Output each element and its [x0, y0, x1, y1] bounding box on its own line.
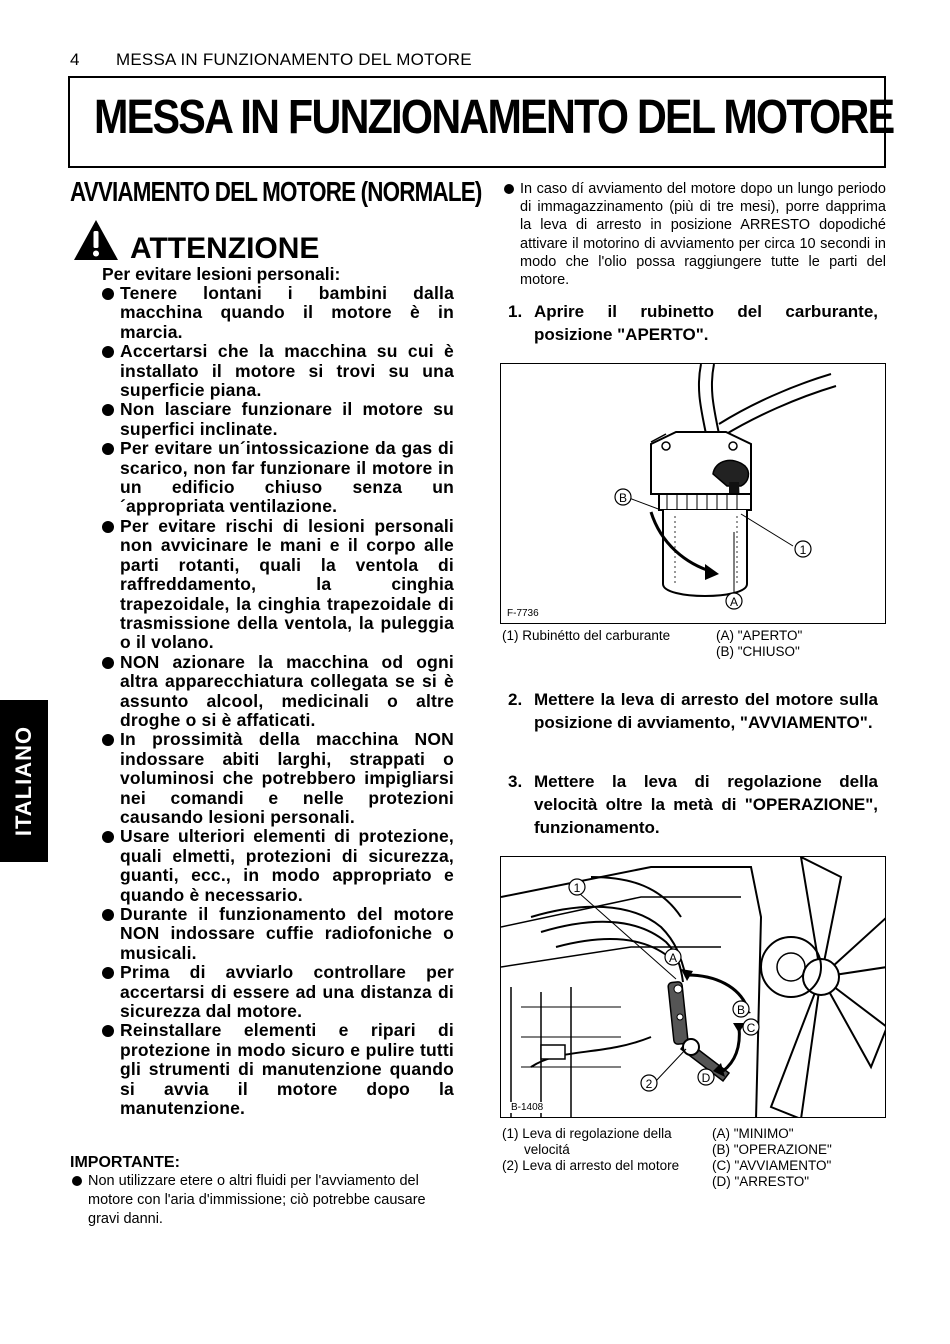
bullet-icon: [102, 443, 114, 455]
warning-icon: [72, 218, 120, 262]
bullet-icon: [102, 734, 114, 746]
warning-item: Durante il funzionamento del motore NON indossare cuffie radiofoniche o musicali.: [102, 905, 454, 963]
figure1-caption-left: (1) Rubinétto del carburante: [502, 628, 671, 643]
section-title: AVVIAMENTO DEL MOTORE (NORMALE): [70, 176, 482, 207]
callout-a: A: [668, 951, 678, 965]
bullet-icon: [102, 831, 114, 843]
bullet-icon: [72, 1176, 82, 1186]
bullet-icon: [102, 909, 114, 921]
bullet-icon: [102, 967, 114, 979]
important-item: Non utilizzare etere o altri fluidi per l'avviamento del motore con l'aria d'immissione; ciò potrebbe causare gravi danni.: [70, 1172, 456, 1229]
warning-item: Usare ulteriori elementi di protezione, quali elmetti, protezioni di sicurezza, guanti, ecc., in modo appropriato e quando è necessario.: [102, 827, 454, 905]
callout-c: C: [746, 1021, 756, 1035]
title-box: [68, 76, 894, 168]
callout-1: 1: [799, 543, 807, 557]
callout-b: B: [618, 491, 628, 505]
bullet-icon: [102, 346, 114, 358]
figure2-caption-left: (1) Leva di regolazione della velocitá (2) Leva di arresto del motore: [502, 1126, 680, 1173]
language-tab: [0, 700, 48, 862]
figure1-caption-right: (A) "APERTO" (B) "CHIUSO": [716, 628, 803, 659]
warning-title: ATTENZIONE: [130, 232, 320, 265]
bullet-icon: [102, 288, 114, 300]
language-tab-label: ITALIANO: [11, 725, 36, 837]
page-title: MESSA IN FUNZIONAMENTO DEL MOTORE: [94, 91, 894, 144]
warning-item: Prima di avviarlo controllare per accertarsi di essere ad una distanza di sicurezza dal motore.: [102, 963, 454, 1021]
callout-a: A: [729, 595, 739, 609]
page-number: 4: [70, 50, 80, 69]
engine-levers-figure: [500, 856, 886, 1118]
step-2: 2. Mettere la leva di arresto del motore sulla posizione di avviamento, "AVVIAMENTO".: [508, 690, 878, 732]
warning-item: Accertarsi che la macchina su cui è installato il motore si trovi su una superficie piana.: [102, 342, 454, 400]
engine-illustration: [501, 857, 886, 1118]
bullet-icon: [102, 521, 114, 533]
callout-1: 1: [573, 881, 581, 895]
bullet-icon: [504, 184, 514, 194]
callout-2: 2: [645, 1077, 653, 1091]
bullet-icon: [102, 1025, 114, 1037]
warning-item: In prossimità della macchina NON indossare abiti larghi, strappati o voluminosi che potrebbero impigliarsi nei comandi e nelle protezioni causando lesioni personali.: [102, 730, 454, 827]
warning-intro: Per evitare lesioni personali:: [102, 264, 341, 284]
warning-item: Reinstallare elementi e ripari di protezione in modo sicuro e pulire tutti gli strumenti di manutenzione quando si avvia il motore dopo la manutenzione.: [102, 1021, 454, 1118]
storage-note: In caso dí avviamento del motore dopo un lungo periodo di immagazzinamento (più di tre mesi), porre dapprima la leva di arresto in posizione ARRESTO dopodiché attivare il motorino di avviamento per circa 10 secondi in modo che l'olio possa raggiungere tutte le parti del motore.: [502, 180, 886, 289]
callout-d: D: [701, 1071, 711, 1085]
warning-item: NON azionare la macchina od ogni altra apparecchiatura collegata se si è assunto alcool, medicinali o altre droghe o si è affaticati.: [102, 653, 454, 731]
important-title: IMPORTANTE:: [70, 1154, 180, 1171]
fuel-tap-illustration: [501, 364, 886, 624]
figure2-caption-right: (A) "MINIMO" (B) "OPERAZIONE" (C) "AVVIAMENTO" (D) "ARRESTO": [712, 1126, 832, 1189]
figure-code: B-1408: [511, 1102, 544, 1113]
step-3: 3. Mettere la leva di regolazione della velocità oltre la metà di "OPERAZIONE", funzionamento.: [508, 772, 878, 837]
warning-item: Non lasciare funzionare il motore su superfici inclinate.: [102, 400, 454, 439]
fuel-tap-figure: [500, 363, 886, 624]
bullet-icon: [102, 404, 114, 416]
page-header: [70, 50, 472, 70]
warning-item: Per evitare rischi di lesioni personali non avvicinare le mani e il corpo alle parti rotanti, quali la ventola di raffreddamento, la cinghia trapezoidale, la cinghia trapezoidale di trasmissione della ventola, la puleggia o il volano.: [102, 517, 454, 653]
step-1: 1. Aprire il rubinetto del carburante, posizione "APERTO".: [508, 302, 878, 344]
figure-code: F-7736: [507, 608, 539, 619]
warning-list: [102, 284, 454, 1118]
warning-item: Per evitare un´intossicazione da gas di scarico, non far funzionare il motore in un edificio chiuso senza un´appropriata ventilazione.: [102, 439, 454, 517]
bullet-icon: [102, 657, 114, 669]
running-title: MESSA IN FUNZIONAMENTO DEL MOTORE: [116, 50, 472, 69]
callout-b: B: [736, 1003, 746, 1017]
warning-item: Tenere lontani i bambini dalla macchina quando il motore è in marcia.: [102, 284, 454, 342]
